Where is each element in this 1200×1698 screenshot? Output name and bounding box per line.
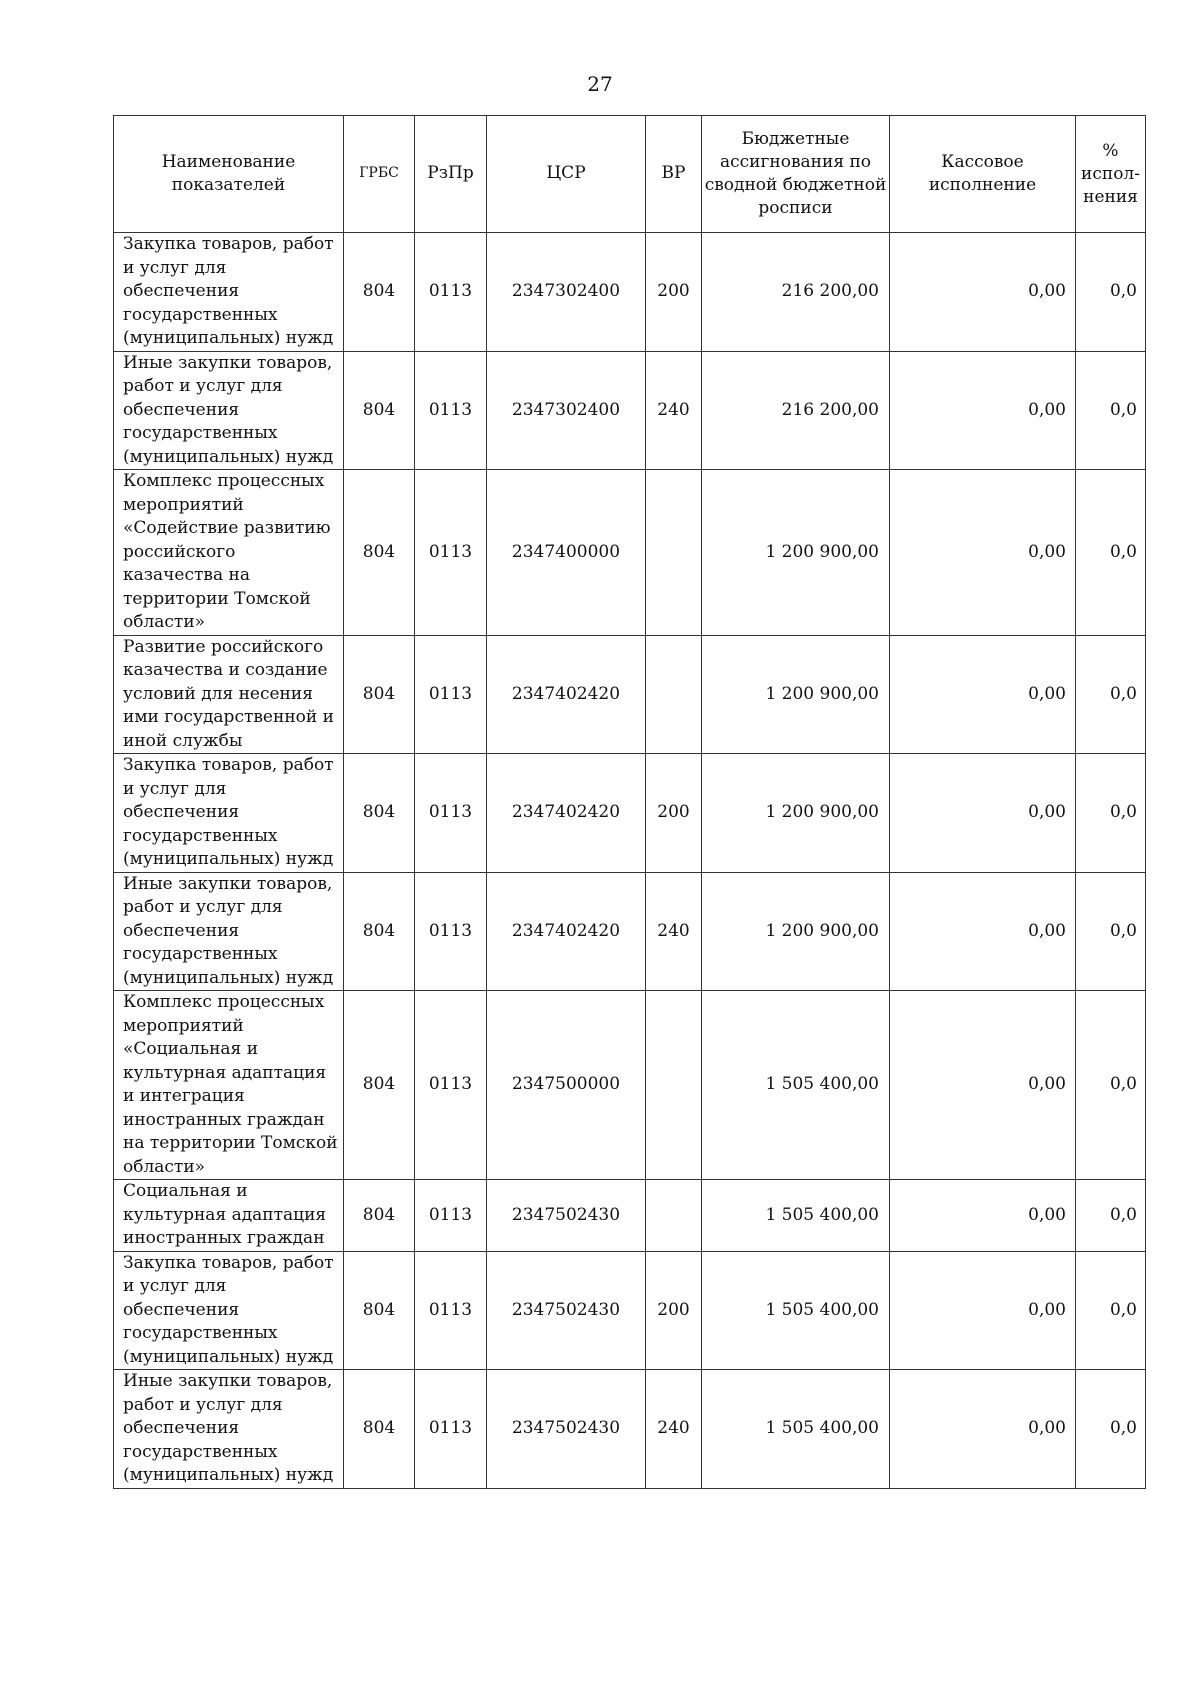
- cell-grbs: 804: [344, 351, 415, 470]
- cell-grbs: 804: [344, 233, 415, 352]
- cell-name: Закупка товаров, работ и услуг для обеспечения государственных (муниципальных) нужд: [114, 1251, 344, 1370]
- header-pct-text: испол-нения: [1081, 163, 1140, 207]
- cell-pct: 0,0: [1076, 1180, 1146, 1252]
- cell-rzpr: 0113: [415, 1180, 487, 1252]
- cell-rzpr: 0113: [415, 1370, 487, 1489]
- cell-cash: 0,00: [890, 754, 1076, 873]
- cell-pct: 0,0: [1076, 635, 1146, 754]
- cell-grbs: 804: [344, 1251, 415, 1370]
- cell-rzpr: 0113: [415, 991, 487, 1180]
- header-pct-symbol: %: [1102, 140, 1119, 161]
- cell-rzpr: 0113: [415, 233, 487, 352]
- cell-name: Комплекс процессных мероприятий «Содействие развитию российского казачества на территории Томской области»: [114, 470, 344, 636]
- header-vr: ВР: [646, 116, 702, 233]
- table-body: [114, 233, 1146, 1489]
- cell-pct: 0,0: [1076, 351, 1146, 470]
- cell-cash: 0,00: [890, 635, 1076, 754]
- cell-rzpr: 0113: [415, 470, 487, 636]
- cell-budget: 1 505 400,00: [702, 1180, 890, 1252]
- cell-cash: 0,00: [890, 1251, 1076, 1370]
- cell-csr: 2347402420: [487, 635, 646, 754]
- cell-csr: 2347302400: [487, 233, 646, 352]
- cell-budget: 1 200 900,00: [702, 470, 890, 636]
- cell-name: Иные закупки товаров, работ и услуг для обеспечения государственных (муниципальных) нужд: [114, 351, 344, 470]
- cell-name: Закупка товаров, работ и услуг для обеспечения государственных (муниципальных) нужд: [114, 754, 344, 873]
- cell-csr: 2347502430: [487, 1180, 646, 1252]
- cell-vr: [646, 470, 702, 636]
- cell-name: Комплекс процессных мероприятий «Социальная и культурная адаптация и интеграция иностранных граждан на территории Томской области»: [114, 991, 344, 1180]
- table-row: [114, 1251, 1146, 1370]
- cell-pct: 0,0: [1076, 872, 1146, 991]
- cell-grbs: 804: [344, 470, 415, 636]
- cell-cash: 0,00: [890, 1370, 1076, 1489]
- cell-name: Развитие российского казачества и создание условий для несения ими государственной и иной службы: [114, 635, 344, 754]
- table-row: [114, 872, 1146, 991]
- cell-budget: 216 200,00: [702, 351, 890, 470]
- table-row: [114, 991, 1146, 1180]
- cell-csr: 2347402420: [487, 872, 646, 991]
- table-row: [114, 635, 1146, 754]
- cell-budget: 216 200,00: [702, 233, 890, 352]
- cell-rzpr: 0113: [415, 1251, 487, 1370]
- table-row: [114, 1370, 1146, 1489]
- cell-cash: 0,00: [890, 351, 1076, 470]
- cell-grbs: 804: [344, 872, 415, 991]
- cell-vr: 200: [646, 1251, 702, 1370]
- cell-name: Социальная и культурная адаптация иностранных граждан: [114, 1180, 344, 1252]
- cell-name: Иные закупки товаров, работ и услуг для обеспечения государственных (муниципальных) нужд: [114, 1370, 344, 1489]
- cell-budget: 1 200 900,00: [702, 635, 890, 754]
- cell-vr: 200: [646, 754, 702, 873]
- header-csr: ЦСР: [487, 116, 646, 233]
- cell-rzpr: 0113: [415, 635, 487, 754]
- cell-cash: 0,00: [890, 470, 1076, 636]
- cell-name: Закупка товаров, работ и услуг для обеспечения государственных (муниципальных) нужд: [114, 233, 344, 352]
- header-cash: Кассовое исполнение: [890, 116, 1076, 233]
- cell-grbs: 804: [344, 635, 415, 754]
- cell-rzpr: 0113: [415, 754, 487, 873]
- table-header: [114, 116, 1146, 233]
- cell-budget: 1 200 900,00: [702, 872, 890, 991]
- table-row: [114, 470, 1146, 636]
- cell-csr: 2347500000: [487, 991, 646, 1180]
- budget-execution-table: [113, 115, 1146, 1489]
- table-row: [114, 233, 1146, 352]
- cell-budget: 1 505 400,00: [702, 991, 890, 1180]
- cell-vr: 240: [646, 1370, 702, 1489]
- cell-pct: 0,0: [1076, 1251, 1146, 1370]
- cell-grbs: 804: [344, 1180, 415, 1252]
- cell-pct: 0,0: [1076, 470, 1146, 636]
- cell-vr: 200: [646, 233, 702, 352]
- cell-grbs: 804: [344, 991, 415, 1180]
- header-name: Наименование показателей: [114, 116, 344, 233]
- cell-rzpr: 0113: [415, 351, 487, 470]
- header-budget: Бюджетные ассигнования по сводной бюджетной росписи: [702, 116, 890, 233]
- header-row: [114, 116, 1146, 233]
- cell-vr: [646, 991, 702, 1180]
- table-row: [114, 1180, 1146, 1252]
- cell-vr: [646, 1180, 702, 1252]
- cell-vr: [646, 635, 702, 754]
- cell-vr: 240: [646, 351, 702, 470]
- table-row: [114, 351, 1146, 470]
- cell-budget: 1 200 900,00: [702, 754, 890, 873]
- cell-budget: 1 505 400,00: [702, 1251, 890, 1370]
- cell-rzpr: 0113: [415, 872, 487, 991]
- cell-name: Иные закупки товаров, работ и услуг для обеспечения государственных (муниципальных) нужд: [114, 872, 344, 991]
- cell-csr: 2347502430: [487, 1251, 646, 1370]
- cell-cash: 0,00: [890, 991, 1076, 1180]
- cell-csr: 2347400000: [487, 470, 646, 636]
- header-rzpr: РзПр: [415, 116, 487, 233]
- cell-cash: 0,00: [890, 233, 1076, 352]
- header-pct: [1076, 116, 1146, 233]
- cell-grbs: 804: [344, 754, 415, 873]
- cell-csr: 2347402420: [487, 754, 646, 873]
- cell-pct: 0,0: [1076, 991, 1146, 1180]
- cell-csr: 2347502430: [487, 1370, 646, 1489]
- cell-pct: 0,0: [1076, 754, 1146, 873]
- cell-cash: 0,00: [890, 1180, 1076, 1252]
- table-row: [114, 754, 1146, 873]
- cell-pct: 0,0: [1076, 1370, 1146, 1489]
- cell-cash: 0,00: [890, 872, 1076, 991]
- cell-grbs: 804: [344, 1370, 415, 1489]
- cell-pct: 0,0: [1076, 233, 1146, 352]
- cell-csr: 2347302400: [487, 351, 646, 470]
- cell-budget: 1 505 400,00: [702, 1370, 890, 1489]
- cell-vr: 240: [646, 872, 702, 991]
- page-number: 27: [587, 72, 613, 96]
- header-grbs: ГРБС: [344, 116, 415, 233]
